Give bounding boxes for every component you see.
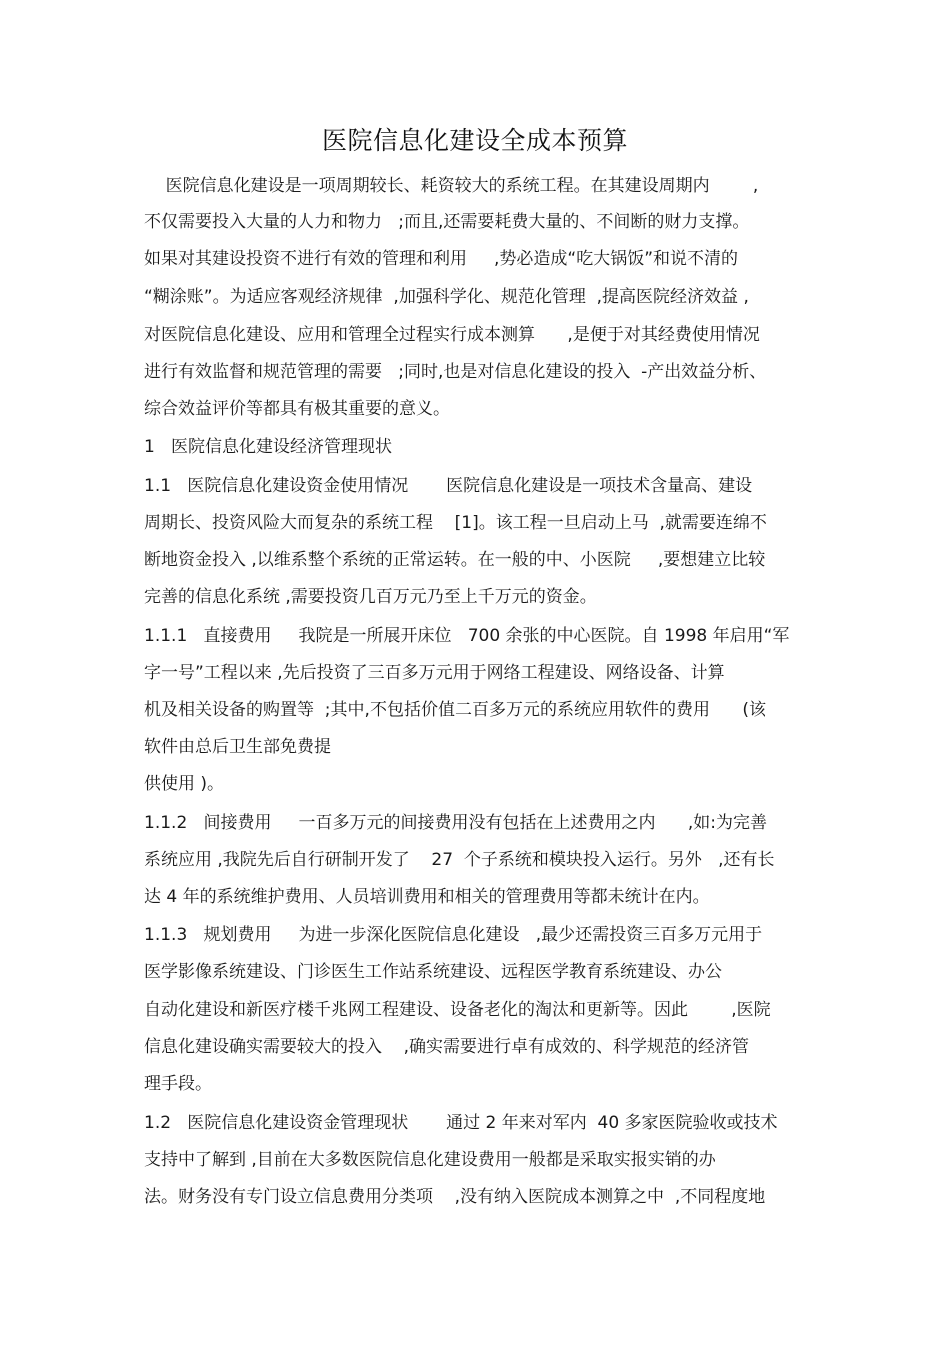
paragraph-line: 医学影像系统建设、门诊医生工作站系统建设、远程医学教育系统建设、办公 xyxy=(144,962,722,982)
paragraph-line: 字一号”工程以来 ,先后投资了三百多万元用于网络工程建设、网络设备、计算 xyxy=(144,663,725,683)
paragraph-line: 不仅需要投入大量的人力和物力 ;而且,还需要耗费大量的、不间断的财力支撑。 xyxy=(144,212,750,232)
paragraph-line: 达 4 年的系统维护费用、人员培训费用和相关的管理费用等都未统计在内。 xyxy=(144,887,710,907)
subsection-line: 1.1 医院信息化建设资金使用情况 医院信息化建设是一项技术含量高、建设 xyxy=(144,476,753,496)
paragraph-line: 综合效益评价等都具有极其重要的意义。 xyxy=(144,399,450,419)
paragraph-line: 信息化建设确实需要较大的投入 ,确实需要进行卓有成效的、科学规范的经济管 xyxy=(144,1037,750,1057)
paragraph-line: 自动化建设和新医疗楼千兆网工程建设、设备老化的淘汰和更新等。因此 ,医院 xyxy=(144,1000,771,1020)
paragraph-line: 进行有效监督和规范管理的需要 ;同时,也是对信息化建设的投入 -产出效益分析、 xyxy=(144,362,767,382)
document-title: 医院信息化建设全成本预算 xyxy=(321,126,628,155)
subsection-line: 1.1.1 直接费用 我院是一所展开床位 700 余张的中心医院。自 1998 年启用“军 xyxy=(144,626,790,646)
paragraph-line: 如果对其建设投资不进行有效的管理和利用 ,势必造成“吃大锅饭”和说不清的 xyxy=(144,249,739,269)
subsection-line: 1.2 医院信息化建设资金管理现状 通过 2 年来对军内 40 多家医院验收或技术 xyxy=(144,1113,778,1133)
paragraph-line: 系统应用 ,我院先后自行研制开发了 27 个子系统和模块投入运行。另外 ,还有长 xyxy=(144,850,775,870)
paragraph-line: 软件由总后卫生部免费提 xyxy=(144,737,331,757)
paragraph-line: 机及相关设备的购置等 ;其中,不包括价值二百多万元的系统应用软件的费用 (该 xyxy=(144,700,766,720)
paragraph-line: 支持中了解到 ,目前在大多数医院信息化建设费用一般都是采取实报实销的办 xyxy=(144,1150,716,1170)
paragraph-line: 法。财务没有专门设立信息费用分类项 ,没有纳入医院成本测算之中 ,不同程度地 xyxy=(144,1187,766,1207)
paragraph-line: 理手段。 xyxy=(144,1074,212,1094)
subsection-line: 1.1.2 间接费用 一百多万元的间接费用没有包括在上述费用之内 ,如:为完善 xyxy=(144,813,768,833)
paragraph-line: 周期长、投资风险大而复杂的系统工程 [1]。该工程一旦启动上马 ,就需要连绵不 xyxy=(144,513,767,533)
paragraph-line: “糊涂账”。为适应客观经济规律 ,加强科学化、规范化管理 ,提高医院经济效益 , xyxy=(144,287,749,307)
paragraph-line: 对医院信息化建设、应用和管理全过程实行成本测算 ,是便于对其经费使用情况 xyxy=(144,325,760,345)
paragraph-line: 完善的信息化系统 ,需要投资几百万元乃至上千万元的资金。 xyxy=(144,587,597,607)
paragraph-line: 医院信息化建设是一项周期较长、耗资较大的系统工程。在其建设周期内 , xyxy=(144,176,759,196)
subsection-line: 1.1.3 规划费用 为进一步深化医院信息化建设 ,最少还需投资三百多万元用于 xyxy=(144,925,763,945)
paragraph-line: 断地资金投入 ,以维系整个系统的正常运转。在一般的中、小医院 ,要想建立比较 xyxy=(144,550,766,570)
paragraph-line: 供使用 )。 xyxy=(144,774,225,794)
section-heading: 1 医院信息化建设经济管理现状 xyxy=(144,437,393,457)
